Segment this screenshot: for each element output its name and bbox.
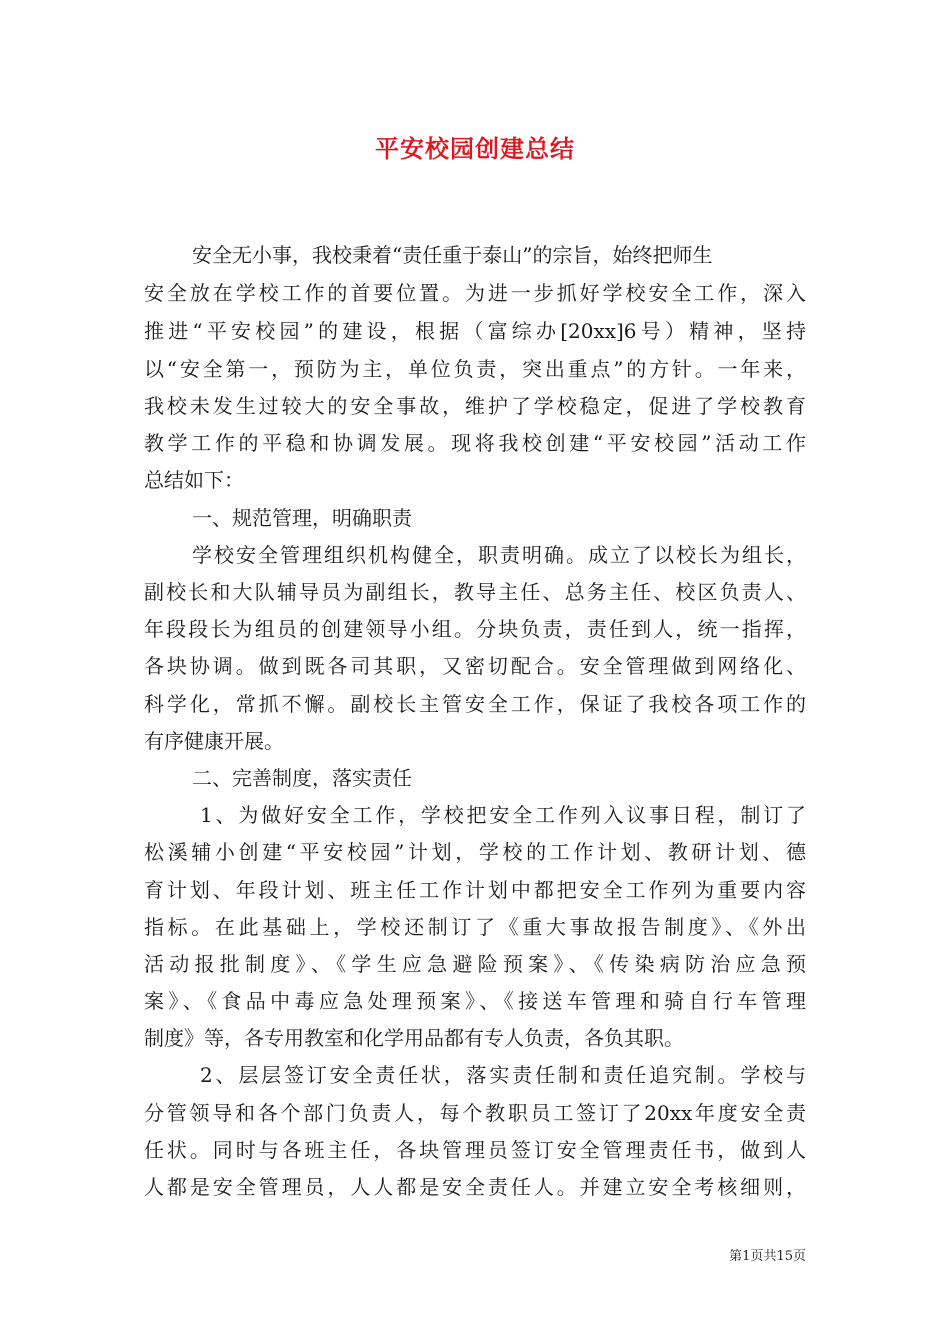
paragraph-line: 安全无小事，我校秉着“责任重于泰山”的宗旨，始终把师生 (192, 243, 713, 267)
paragraph-line: 各块协调。做到既各司其职，又密切配合。安全管理做到网络化、 (144, 654, 806, 678)
paragraph-line: 人都是安全管理员，人人都是安全责任人。并建立安全考核细则， (144, 1175, 806, 1199)
paragraph-line: 科学化，常抓不懈。副校长主管安全工作，保证了我校各项工作的 (144, 692, 806, 716)
paragraph-line: 制度》等，各专用教室和化学用品都有专人负责，各负其职。 (144, 1026, 684, 1050)
paragraph-line: 总结如下： (144, 468, 244, 492)
page-number: 第1页共15页 (729, 1249, 806, 1264)
section-heading: 一、规范管理，明确职责 (192, 506, 412, 530)
paragraph-line: 分管领导和各个部门负责人，每个教职员工签订了20xx年度安全责 (144, 1101, 806, 1125)
paragraph-line: 学校安全管理组织机构健全，职责明确。成立了以校长为组长， (192, 543, 806, 567)
paragraph-line: 副校长和大队辅导员为副组长，教导主任、总务主任、校区负责人、 (144, 580, 806, 604)
paragraph-line: 案》、《食品中毒应急处理预案》、《接送车管理和骑自行车管理 (144, 989, 806, 1013)
paragraph-line: 任状。同时与各班主任，各块管理员签订安全管理责任书，做到人 (144, 1138, 806, 1162)
paragraph-line: 指标。在此基础上，学校还制订了《重大事故报告制度》、《外出 (144, 915, 806, 939)
paragraph-line: 安全放在学校工作的首要位置。为进一步抓好学校安全工作，深入 (144, 281, 806, 305)
section-heading: 二、完善制度，落实责任 (192, 766, 412, 790)
paragraph-line: 2、层层签订安全责任状，落实责任制和责任追究制。学校与 (200, 1063, 806, 1087)
paragraph-line: 有序健康开展。 (144, 729, 284, 753)
paragraph-line: 活动报批制度》、《学生应急避险预案》、《传染病防治应急预 (144, 952, 806, 976)
paragraph-line: 教学工作的平稳和协调发展。现将我校创建“平安校园”活动工作 (144, 431, 806, 455)
paragraph-line: 我校未发生过较大的安全事故，维护了学校稳定，促进了学校教育 (144, 394, 806, 418)
paragraph-line: 推进“平安校园”的建设，根据（富综办[20xx]6号）精神，坚持 (144, 319, 806, 343)
paragraph-line: 以“安全第一，预防为主，单位负责，突出重点”的方针。一年来， (144, 357, 806, 381)
paragraph-line: 1、为做好安全工作，学校把安全工作列入议事日程，制订了 (200, 803, 806, 827)
paragraph-line: 松溪辅小创建“平安校园”计划，学校的工作计划、教研计划、德 (144, 840, 806, 864)
paragraph-line: 育计划、年段计划、班主任工作计划中都把安全工作列为重要内容 (144, 878, 806, 902)
paragraph-line: 年段段长为组员的创建领导小组。分块负责，责任到人，统一指挥， (144, 617, 806, 641)
document-title: 平安校园创建总结 (375, 134, 575, 163)
